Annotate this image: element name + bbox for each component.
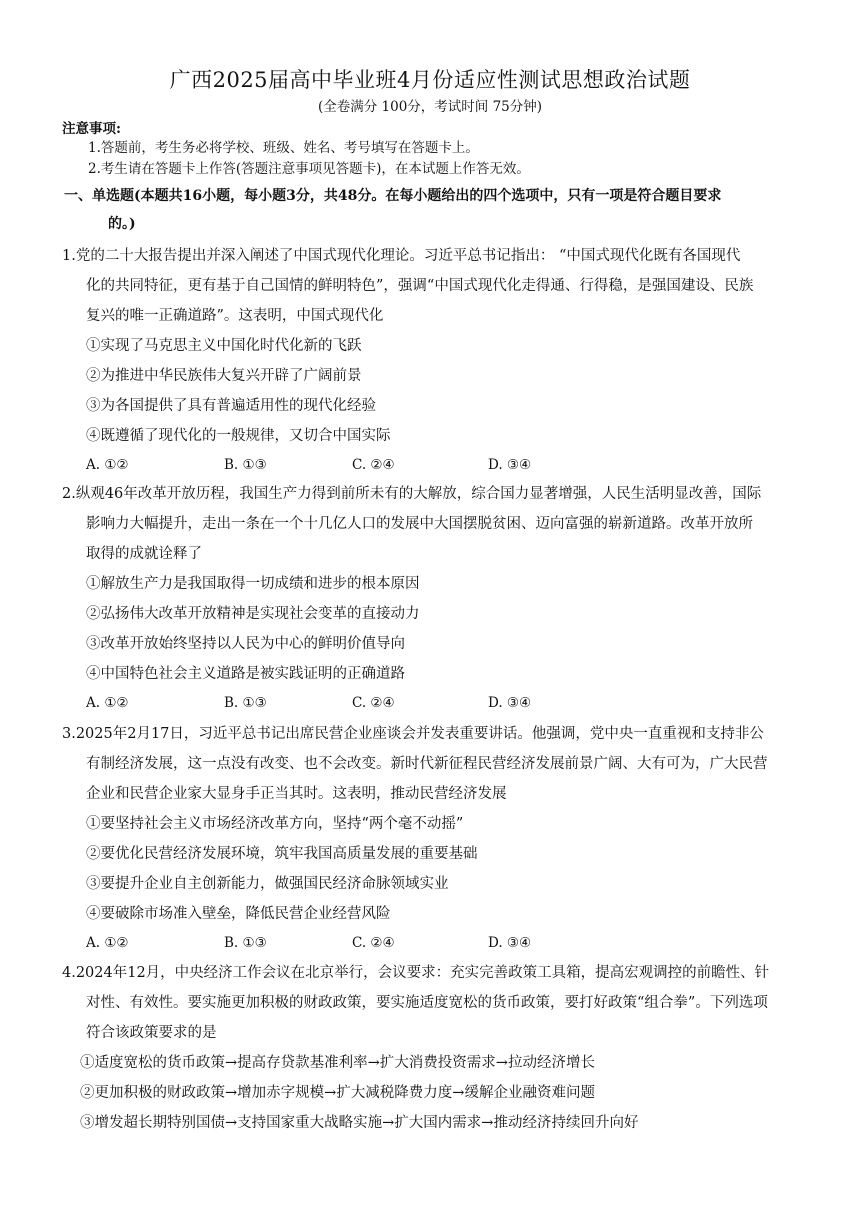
section-heading-line: 一、单选题(本题共16小题，每小题3分，共48分。在每小题给出的四个选项中，只有一项是符合题目要求: [64, 188, 722, 204]
exam-subtitle: (全卷满分 100分，考试时间 75分钟): [317, 99, 543, 115]
notice-heading: 注意事项:: [62, 121, 121, 137]
answer-choices: [62, 451, 806, 479]
choice-a: A. ①②: [86, 695, 129, 711]
question-3: [62, 719, 806, 957]
statement-option: ②要优化民营经济发展环境，筑牢我国高质量发展的重要基础: [86, 846, 478, 862]
section-heading-line: 的。): [108, 216, 136, 232]
question-2: [62, 479, 806, 717]
statement-option: ④要破除市场准入壁垒，降低民营企业经营风险: [86, 906, 391, 922]
statement-option: ③增发超长期特别国债→支持国家重大战略实施→扩大国内需求→推动经济持续回升向好: [80, 1115, 639, 1131]
question-stem-line: 1.党的二十大报告提出并深入阐述了中国式现代化理论。习近平总书记指出： “中国式现代化既有各国现代: [62, 248, 741, 264]
question-stem-line: 取得的成就诠释了: [86, 546, 202, 562]
choice-c: C. ②④: [352, 457, 395, 473]
question-stem-line: 对性、有效性。要实施更加积极的财政政策，要实施适度宽松的货币政策，要打好政策“组合拳”。下列选项: [86, 995, 768, 1011]
exam-title: 广西2025届高中毕业班4月份适应性测试思想政治试题: [169, 68, 691, 92]
question-stem-line: 2.纵观46年改革开放历程，我国生产力得到前所未有的大解放，综合国力显著增强，人民生活明显改善，国际: [62, 486, 762, 502]
choice-b: B. ①③: [224, 935, 267, 951]
choice-c: C. ②④: [352, 695, 395, 711]
choice-d: D. ③④: [488, 457, 532, 473]
statement-option: ③改革开放始终坚持以人民为中心的鲜明价值导向: [86, 636, 405, 652]
notice-item: 2.考生请在答题卡上作答(答题注意事项见答题卡)，在本试题上作答无效。: [88, 161, 530, 177]
choice-a: A. ①②: [86, 457, 129, 473]
answer-choices: [62, 929, 806, 957]
statement-option: ①实现了马克思主义中国化时代化新的飞跃: [86, 338, 362, 354]
question-stem-line: 4.2024年12月，中央经济工作会议在北京举行，会议要求：充实完善政策工具箱，提高宏观调控的前瞻性、针: [62, 965, 770, 981]
question-stem-line: 有制经济发展，这一点没有改变、也不会改变。新时代新征程民营经济发展前景广阔、大有可为，广大民营: [86, 756, 768, 772]
statement-option: ③要提升企业自主创新能力，做强国民经济命脉领域实业: [86, 876, 449, 892]
statement-option: ④中国特色社会主义道路是被实践证明的正确道路: [86, 666, 405, 682]
notice-item: 1.答题前，考生务必将学校、班级、姓名、考号填写在答题卡上。: [88, 140, 479, 156]
statement-option: ①要坚持社会主义市场经济改革方向，坚持“两个毫不动摇”: [86, 816, 464, 832]
statement-option: ①解放生产力是我国取得一切成绩和进步的根本原因: [86, 576, 420, 592]
statement-option: ④既遵循了现代化的一般规律，又切合中国实际: [86, 428, 391, 444]
statement-option: ②更加积极的财政政策→增加赤字规模→扩大减税降费力度→缓解企业融资难问题: [80, 1085, 595, 1101]
question-stem-line: 复兴的唯一正确道路”。这表明，中国式现代化: [86, 308, 384, 324]
choice-d: D. ③④: [488, 695, 532, 711]
choice-b: B. ①③: [224, 457, 267, 473]
answer-choices: [62, 689, 806, 717]
choice-a: A. ①②: [86, 935, 129, 951]
statement-option: ③为各国提供了具有普遍适用性的现代化经验: [86, 398, 376, 414]
section-heading: [64, 182, 804, 238]
choice-c: C. ②④: [352, 935, 395, 951]
question-stem-line: 符合该政策要求的是: [86, 1025, 217, 1041]
question-stem-line: 化的共同特征，更有基于自己国情的鲜明特色”，强调“中国式现代化走得通、行得稳，是强国建设、民族: [86, 278, 754, 294]
choice-b: B. ①③: [224, 695, 267, 711]
question-1: [62, 241, 806, 479]
statement-option: ②为推进中华民族伟大复兴开辟了广阔前景: [86, 368, 362, 384]
question-stem-line: 3.2025年2月17日，习近平总书记出席民营企业座谈会并发表重要讲话。他强调，党中央一直重视和支持非公: [62, 726, 764, 742]
question-stem-line: 影响力大幅提升，走出一条在一个十几亿人口的发展中大国摆脱贫困、迈向富强的崭新道路。改革开放所: [86, 516, 753, 532]
question-4: [62, 958, 806, 1138]
choice-d: D. ③④: [488, 935, 532, 951]
question-stem-line: 企业和民营企业家大显身手正当其时。这表明，推动民营经济发展: [86, 786, 507, 802]
statement-option: ①适度宽松的货币政策→提高存贷款基准利率→扩大消费投资需求→拉动经济增长: [80, 1055, 595, 1071]
statement-option: ②弘扬伟大改革开放精神是实现社会变革的直接动力: [86, 606, 420, 622]
